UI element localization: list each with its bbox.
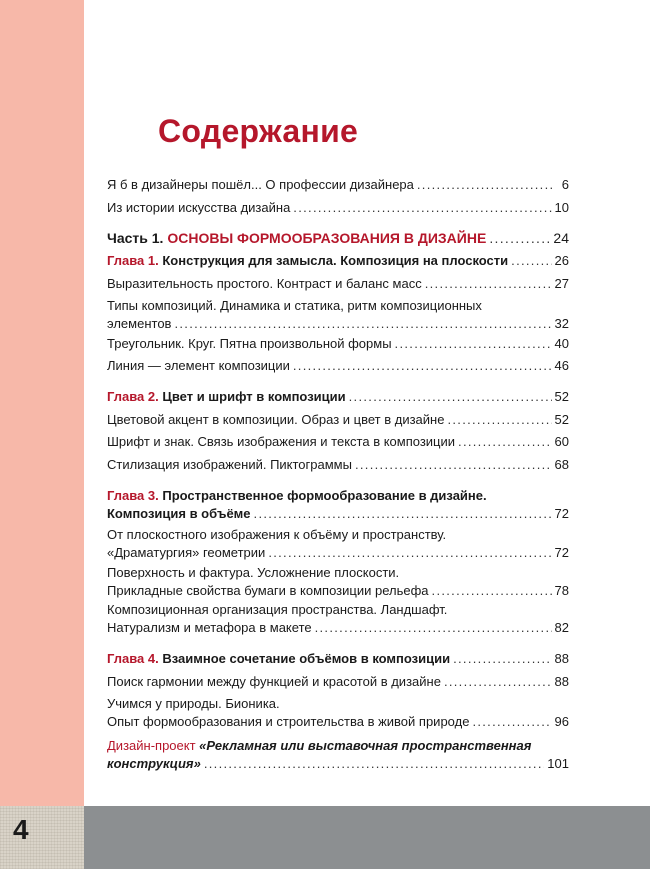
leader-dots [444,673,552,691]
toc-entry-page: 88 [554,674,569,689]
toc-entry[interactable] [107,456,569,474]
toc-entry-title: Натурализм и метафора в макете [107,620,312,635]
leader-dots [293,199,551,217]
toc-entry-title: Прикладные свойства бумаги в композиции рельефа [107,583,429,598]
toc-entry[interactable] [107,357,569,375]
toc-entry[interactable] [107,297,569,333]
toc-entry-title-line1: Учимся у природы. Бионика. [107,696,280,711]
toc-entry-page: 40 [554,336,569,351]
toc-entry-page: 6 [561,177,569,192]
toc-entry-title: Линия — элемент композиции [107,358,290,373]
toc-entry-title: Я б в дизайнеры пошёл... О профессии дизайнера [107,177,414,192]
chapter-label: Глава 2. [107,389,159,404]
toc-chapter-heading[interactable] [107,252,569,270]
toc-entry-page: 82 [554,620,569,635]
toc-entry-page: 72 [554,545,569,560]
toc-entry[interactable] [107,335,569,353]
leader-dots [432,582,552,600]
chapter-label: Глава 1. [107,253,159,268]
page-number: 4 [13,814,29,845]
toc-part-heading[interactable] [107,229,569,247]
leader-dots [254,505,552,523]
toc-entry-page: 88 [554,651,569,666]
chapter-title-line1: Пространственное формообразование в дизайне. [162,488,487,503]
leader-dots [315,619,552,637]
toc-chapter-heading[interactable] [107,388,569,406]
leader-dots [472,713,551,731]
toc-entry-page: 32 [554,316,569,331]
chapter-label: Глава 4. [107,651,159,666]
toc-chapter-heading[interactable] [107,487,569,523]
toc-entry-page: 60 [554,434,569,449]
toc-entry-title: Цветовой акцент в композиции. Образ и цвет в дизайне [107,412,445,427]
toc-entry-title: Шрифт и знак. Связь изображения и текста в композиции [107,434,456,449]
toc-entry-page: 46 [554,358,569,373]
leader-dots [204,755,544,773]
toc-entry[interactable] [107,176,569,194]
toc-entry-title: Поиск гармонии между функцией и красотой в дизайне [107,674,441,689]
part-label: Часть 1. [107,230,164,246]
toc-entry-title-line1: Поверхность и фактура. Усложнение плоскости. [107,565,400,580]
toc-entry-page: 78 [554,583,569,598]
toc-entry-title-line1: Композиционная организация пространства. Ландшафт. [107,602,448,617]
design-project-label: Дизайн-проект [107,738,196,753]
chapter-title: Конструкция для замысла. Композиция на плоскости [162,253,509,268]
toc-chapter-heading[interactable] [107,650,569,668]
toc-entry[interactable] [107,275,569,293]
leader-dots [425,275,552,293]
toc-entry-page: 68 [554,457,569,472]
leader-dots [395,335,552,353]
toc-entry-title: Стилизация изображений. Пиктограммы [107,457,352,472]
toc-entry[interactable] [107,526,569,562]
design-project-title: конструкция» [107,756,201,771]
bottom-bar [84,806,650,869]
toc-entry-page: 72 [554,506,569,521]
toc-entry[interactable] [107,673,569,691]
toc-entry-page: 52 [554,412,569,427]
toc-entry-page: 24 [553,230,569,246]
toc-entry-title: элементов [107,316,172,331]
leader-dots [293,357,552,375]
chapter-label: Глава 3. [107,488,159,503]
leader-dots [268,544,551,562]
chapter-title: Взаимное сочетание объёмов в композиции [162,651,451,666]
leader-dots [349,388,552,406]
leader-dots [355,456,552,474]
leader-dots [458,433,552,451]
toc-design-project[interactable] [107,737,569,773]
toc-entry-title: Выразительность простого. Контраст и баланс масс [107,276,422,291]
leader-dots [453,650,551,668]
chapter-title: Композиция в объёме [107,506,251,521]
toc-entry[interactable] [107,601,569,637]
toc-entry[interactable] [107,564,569,600]
leader-dots [174,315,551,333]
toc-entry-title-line1: Типы композиций. Динамика и статика, ритм композиционных [107,298,482,313]
toc-entry-page: 96 [554,714,569,729]
toc-entry-title: Из истории искусства дизайна [107,200,291,215]
page-title: Содержание [158,113,359,149]
toc-entry-page: 52 [554,389,569,404]
toc-entry-title-line1: От плоскостного изображения к объёму и пространству. [107,527,447,542]
toc-entry-page: 27 [554,276,569,291]
toc-entry-title: Опыт формообразования и строительства в живой природе [107,714,470,729]
toc-entry-title: «Драматургия» геометрии [107,545,266,560]
toc-entry[interactable] [107,199,569,217]
toc-entry[interactable] [107,411,569,429]
chapter-title: Цвет и шрифт в композиции [162,389,346,404]
design-project-title-line1: «Рекламная или выставочная пространственная [199,738,532,753]
leader-dots [511,252,551,270]
toc-entry[interactable] [107,695,569,731]
leader-dots [489,229,550,247]
toc-entry-title: Треугольник. Круг. Пятна произвольной формы [107,336,392,351]
left-color-strip [0,0,84,806]
toc-entry-page: 101 [547,756,569,771]
toc-entry[interactable] [107,433,569,451]
part-title: ОСНОВЫ ФОРМООБРАЗОВАНИЯ В ДИЗАЙНЕ [167,230,487,246]
toc-entry-page: 26 [554,253,569,268]
toc-entry-page: 10 [554,200,569,215]
leader-dots [417,176,552,194]
leader-dots [447,411,551,429]
